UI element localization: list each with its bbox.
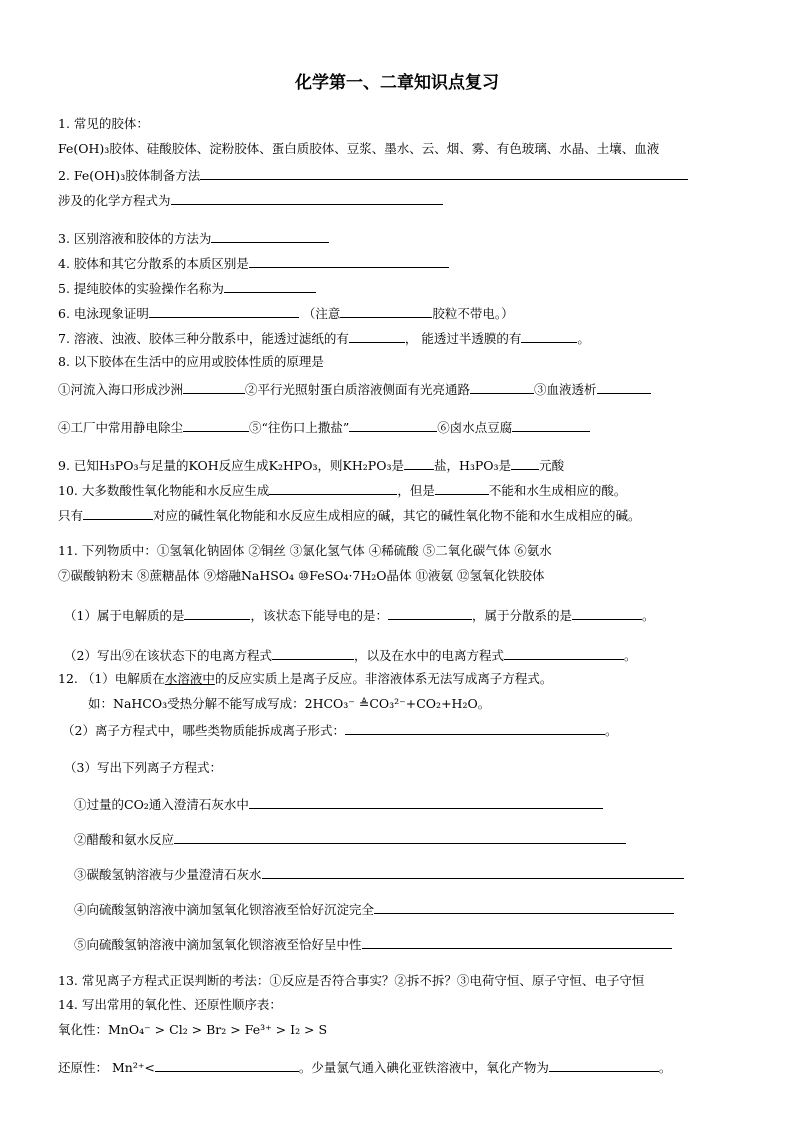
- q11-part2: [64, 646, 637, 664]
- q10-line2: [58, 506, 641, 524]
- q11-line2: ⑦碳酸钠粉末 ⑧蔗糖晶体 ⑨熔融NaHSO₄ ⑩FeSO₄·7H₂O晶体 ⑪液氨 ⑫氢氧化铁胶体: [58, 568, 545, 583]
- q8-item-4: ④工厂中常用静电除尘: [58, 420, 184, 435]
- q14-reducing-order: [58, 1058, 671, 1076]
- q14-heading: 14. 写出常用的氧化性、还原性顺序表：: [58, 997, 282, 1012]
- answer-blank[interactable]: [272, 646, 354, 660]
- q12-line1: [58, 671, 552, 687]
- q7-label-b: ， 能透过半透膜的有: [404, 331, 522, 346]
- q12-eq5-label: ⑤向硫酸氢钠溶液中滴加氢氧化钡溶液至恰好呈中性: [74, 937, 362, 952]
- q11-p2-label: （2）写出⑨在该状态下的电离方程式: [64, 648, 272, 663]
- q11-line1: 11. 下列物质中：①氢氧化钠固体 ②铜丝 ③氯化氢气体 ④稀硫酸 ⑤二氧化碳气体 ⑥氨水: [58, 543, 552, 558]
- q12-eq4: [74, 900, 674, 918]
- q7-label: 7. 溶液、浊液、胶体三种分散系中，能透过滤纸的有: [58, 331, 349, 346]
- answer-blank[interactable]: [249, 795, 603, 809]
- q8-item-2: ②平行光照射蛋白质溶液侧面有光亮通路: [245, 382, 471, 397]
- answer-blank[interactable]: [521, 329, 577, 343]
- q8-row1: [58, 380, 651, 398]
- q8-item-6: ⑥卤水点豆腐: [437, 420, 513, 435]
- q9-label: 9. 已知H₃PO₃与足量的KOH反应生成K₂HPO₃，则KH₂PO₃是: [58, 458, 404, 473]
- q7-end: 。: [577, 331, 590, 346]
- answer-blank[interactable]: [269, 481, 397, 495]
- answer-blank[interactable]: [572, 606, 642, 620]
- q14-oxidizing-order: 氧化性：MnO₄⁻ > Cl₂ > Br₂ > Fe³⁺ > I₂ > S: [58, 1022, 328, 1037]
- answer-blank[interactable]: [183, 380, 245, 394]
- q11-p1-end: 。: [642, 608, 655, 623]
- answer-blank[interactable]: [404, 456, 434, 470]
- q1-heading: 1. 常见的胶体：: [58, 116, 149, 131]
- q14-reducing-label: 还原性： Mn²⁺<: [58, 1060, 155, 1075]
- q11-p1-label-c: ，属于分散系的是: [471, 608, 572, 623]
- q12-part3: （3）写出下列离子方程式：: [64, 760, 222, 775]
- q2-line1: [58, 166, 688, 184]
- q8-heading: 8. 以下胶体在生活中的应用或胶体性质的原理是: [58, 354, 324, 369]
- answer-blank[interactable]: [262, 865, 684, 879]
- answer-blank[interactable]: [171, 191, 443, 205]
- answer-blank[interactable]: [224, 279, 316, 293]
- q12-label: 12. （1）电解质在: [58, 671, 165, 686]
- answer-blank[interactable]: [149, 304, 299, 318]
- q14-reducing-label-b: 。少量氯气通入碘化亚铁溶液中，氧化产物为: [298, 1060, 549, 1075]
- q8-item-5: ⑤“往伤口上撒盐”: [249, 420, 350, 435]
- q9: [58, 456, 564, 474]
- q6: [58, 304, 514, 322]
- answer-blank[interactable]: [184, 606, 250, 620]
- answer-blank[interactable]: [155, 1058, 299, 1072]
- answer-blank[interactable]: [362, 935, 672, 949]
- answer-blank[interactable]: [174, 830, 626, 844]
- q7: [58, 329, 590, 347]
- q6-label: 6. 电泳现象证明: [58, 306, 149, 321]
- answer-blank[interactable]: [349, 418, 437, 432]
- q3: [58, 229, 329, 247]
- q12-eq2: [74, 830, 626, 848]
- q10-label-c: 不能和水生成相应的酸。: [488, 483, 627, 498]
- q8-item-1: ①河流入海口形成沙洲: [58, 382, 184, 397]
- q12-eq3: [74, 865, 684, 883]
- answer-blank[interactable]: [200, 166, 688, 180]
- q12-part2: [62, 721, 617, 739]
- q10-label-e: 对应的碱性氧化物能和水反应生成相应的碱，其它的碱性氧化物不能和水生成相应的碱。: [153, 508, 641, 523]
- answer-blank[interactable]: [249, 254, 449, 268]
- page-title: 化学第一、二章知识点复习: [295, 73, 499, 93]
- q10-label-b: ，但是: [397, 483, 435, 498]
- q14-end: 。: [658, 1060, 672, 1075]
- answer-blank[interactable]: [511, 456, 539, 470]
- q12-eq4-label: ④向硫酸氢钠溶液中滴加氢氧化钡溶液至恰好沉淀完全: [74, 902, 375, 917]
- q8-row2: [58, 418, 590, 436]
- q10-label: 10. 大多数酸性氧化物能和水反应生成: [58, 483, 270, 498]
- answer-blank[interactable]: [374, 900, 674, 914]
- q11-p2-label-b: ，以及在水中的电离方程式: [353, 648, 504, 663]
- q12-p2-end: 。: [604, 723, 618, 738]
- q5: [58, 279, 316, 297]
- q3-label: 3. 区别溶液和胶体的方法为: [58, 231, 212, 246]
- answer-blank[interactable]: [183, 418, 249, 432]
- q12-label-b: 的反应实质上是离子反应。非溶液体系无法写成离子方程式。: [214, 671, 553, 686]
- q4: [58, 254, 449, 272]
- q2-line2: [58, 191, 443, 209]
- q12-eq5: [74, 935, 672, 953]
- q12-eq2-label: ②醋酸和氨水反应: [74, 832, 175, 847]
- q5-label: 5. 提纯胶体的实验操作名称为: [58, 281, 224, 296]
- q9-end: 元酸: [539, 458, 565, 473]
- q11-p2-end: 。: [623, 648, 637, 663]
- q2-equation-label: 涉及的化学方程式为: [58, 193, 171, 208]
- q11-p1-label-b: ，该状态下能导电的是：: [250, 608, 388, 623]
- q12-eq1-label: ①过量的CO₂通入澄清石灰水中: [74, 797, 249, 812]
- q12-p2-label: （2）离子方程式中，哪些类物质能拆成离子形式：: [62, 723, 345, 738]
- q10-line1: [58, 481, 626, 499]
- q11-part1: [64, 606, 655, 624]
- answer-blank[interactable]: [504, 646, 624, 660]
- q1-colloid-list: Fe(OH)₃胶体、硅酸胶体、淀粉胶体、蛋白质胶体、豆浆、墨水、云、烟、雾、有色玻璃、水晶、土壤、血液: [58, 141, 660, 156]
- answer-blank[interactable]: [83, 506, 153, 520]
- q12-example: 如：NaHCO₃受热分解不能写成写成：2HCO₃⁻ ≜CO₃²⁻+CO₂+H₂O。: [88, 696, 491, 711]
- answer-blank[interactable]: [549, 1058, 659, 1072]
- q13: 13. 常见离子方程式正误判断的考法：①反应是否符合事实？②拆不拆？③电荷守恒、原子守恒、电子守恒: [58, 973, 645, 988]
- answer-blank[interactable]: [470, 380, 534, 394]
- answer-blank[interactable]: [211, 229, 329, 243]
- q6-note-end: 胶粒不带电。）: [432, 306, 514, 321]
- q4-label: 4. 胶体和其它分散系的本质区别是: [58, 256, 249, 271]
- answer-blank[interactable]: [349, 329, 405, 343]
- q6-note: （注意: [302, 306, 341, 321]
- answer-blank[interactable]: [597, 380, 651, 394]
- q10-label-d: 只有: [58, 508, 84, 523]
- q12-eq3-label: ③碳酸氢钠溶液与少量澄清石灰水: [74, 867, 262, 882]
- answer-blank[interactable]: [435, 481, 489, 495]
- answer-blank[interactable]: [340, 304, 432, 318]
- answer-blank[interactable]: [512, 418, 590, 432]
- answer-blank[interactable]: [345, 721, 605, 735]
- q9-label-b: 盐，H₃PO₃是: [433, 458, 512, 473]
- q2-prep-label: 2. Fe(OH)₃胶体制备方法: [58, 168, 201, 183]
- q11-p1-label: （1）属于电解质的是: [64, 608, 185, 623]
- q12-eq1: [74, 795, 603, 813]
- q8-item-3: ③血液透析: [534, 382, 597, 397]
- answer-blank[interactable]: [388, 606, 472, 620]
- q12-underlined-term: 水溶液中: [164, 671, 215, 686]
